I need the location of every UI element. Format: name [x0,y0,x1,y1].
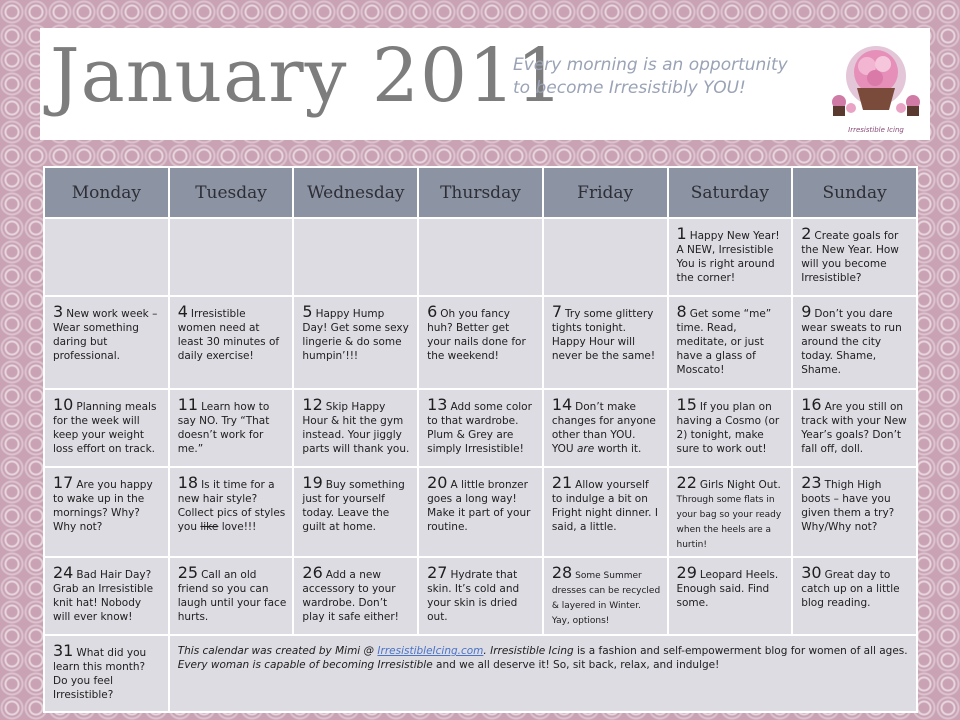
day-number: 19 [302,473,323,492]
weekday-wednesday: Wednesday [293,167,418,218]
day-cell-30 [792,557,917,635]
footer-brand: Irresistible Icing [490,645,574,657]
day-tip-end: worth it. [594,443,642,455]
day-cell-17 [44,467,169,557]
footer-text-2: . [483,645,491,657]
day-tip: Happy New Year! A NEW, Irresistible You is right around the corner! [676,230,780,284]
day-number: 29 [676,563,697,582]
day-number: 28 [551,563,573,582]
day-tip: Buy something just for yourself today. Leave the guilt at home. [302,479,405,533]
cupcake-logo-icon [823,36,929,136]
day-tip: Bad Hair Day? Grab an Irresistible knit hat! Nobody will ever know! [53,569,154,623]
day-cell-4 [169,296,294,389]
day-tip: What did you learn this month? Do you feel Irresistible? [53,647,147,701]
day-tip: Try some glittery tights tonight. Happy Hour will never be the same! [551,308,656,362]
day-tip: Create goals for the New Year. How will you become Irresistible? [801,230,899,284]
day-number: 12 [302,395,323,414]
day-number: 27 [427,563,448,582]
day-tip-heading: Girls Night Out. [699,479,781,491]
day-number: 10 [53,395,74,414]
day-number: 16 [801,395,822,414]
day-number: 9 [801,302,812,321]
day-cell-29 [668,557,793,635]
day-number: 15 [676,395,697,414]
footer-text-3: is a fashion and self-empowerment blog for women of all ages. [573,645,908,657]
day-number: 14 [551,395,573,414]
day-number: 23 [801,473,822,492]
day-tip: Happy Hump Day! Get some sexy lingerie & do some humpin’!!! [302,308,409,362]
day-tip: Hydrate that skin. It’s cold and your skin is dried out. [427,569,520,623]
day-tip: New work week – Wear something daring but professional. [53,308,158,362]
day-number: 7 [551,302,562,321]
day-cell-19 [293,467,418,557]
day-tip: Add some color to that wardrobe. Plum & Grey are simply Irresistible! [427,401,532,455]
day-number: 30 [801,563,822,582]
day-number: 2 [801,224,812,243]
day-cell-6 [418,296,543,389]
page-title: January 2011 [50,33,565,119]
day-tip: Oh you fancy huh? Better get your nails done for the weekend! [427,308,526,362]
day-cell-16 [792,389,917,467]
day-cell-25 [169,557,294,635]
calendar-header [40,28,930,140]
day-tip-strikethrough: like [200,521,219,533]
empty-cell [293,218,418,296]
day-cell-26 [293,557,418,635]
day-number: 3 [53,302,64,321]
day-tip: Leopard Heels. Enough said. Find some. [676,569,779,609]
day-tip: Learn how to say NO. Try “That doesn’t work for me.” [177,401,270,455]
day-number: 20 [427,473,448,492]
footer-text-1: This calendar was created by Mimi @ [177,645,378,657]
footer-text-5: and we all deserve it! So, sit back, relax, and indulge! [432,659,720,671]
weekday-monday: Monday [44,167,169,218]
day-number: 4 [177,302,188,321]
day-tip: Great day to catch up on a little blog reading. [801,569,900,609]
day-number: 8 [676,302,687,321]
day-number: 1 [676,224,687,243]
day-cell-23 [792,467,917,557]
day-cell-5 [293,296,418,389]
day-cell-9 [792,296,917,389]
weekday-sunday: Sunday [792,167,917,218]
day-tip-emphasis: are [576,443,595,455]
week-row-5 [44,557,917,635]
day-cell-3 [44,296,169,389]
day-number: 18 [177,473,199,492]
weekday-tuesday: Tuesday [169,167,294,218]
day-cell-13 [418,389,543,467]
day-number: 17 [53,473,74,492]
week-row-6 [44,635,917,712]
day-cell-31 [44,635,169,712]
footer-text-4: Every woman is capable of becoming Irresistible [177,659,433,671]
day-tip: Call an old friend so you can laugh until your face hurts. [177,569,287,623]
day-tip-end: love!!! [218,521,257,533]
weekday-saturday: Saturday [668,167,793,218]
day-cell-12 [293,389,418,467]
day-tip: Skip Happy Hour & hit the gym instead. Your jiggly parts will thank you. [302,401,410,455]
day-number: 31 [53,641,74,660]
logo [823,36,929,136]
day-cell-21 [543,467,668,557]
day-tip: Through some flats in your bag so your ready when the heels are a hurtin! [676,495,782,550]
calendar-footer-note [169,635,917,712]
day-number: 13 [427,395,448,414]
day-cell-14 [543,389,668,467]
week-row-4 [44,467,917,557]
day-tip: Thigh High boots – have you given them a try? Why/Why not? [801,479,895,533]
day-cell-22 [668,467,793,557]
day-cell-24 [44,557,169,635]
day-cell-7 [543,296,668,389]
day-cell-18 [169,467,294,557]
day-tip: Are you happy to wake up in the mornings? Why? Why not? [53,479,153,533]
blog-link[interactable]: IrresistibleIcing.com [377,645,484,657]
empty-cell [418,218,543,296]
day-number: 11 [177,395,199,414]
day-tip: Is it time for a new hair style? Collect pics of styles you [177,479,286,533]
day-number: 5 [302,302,313,321]
day-tip: Add a new accessory to your wardrobe. Don’t play it safe either! [302,569,399,623]
day-cell-8 [668,296,793,389]
day-cell-15 [668,389,793,467]
empty-cell [44,218,169,296]
week-row-2 [44,296,917,389]
day-tip: Irresistible women need at least 30 minutes of daily exercise! [177,308,280,362]
tagline [513,54,813,100]
weekday-header-row [44,167,917,218]
day-number: 22 [676,473,697,492]
weekday-thursday: Thursday [418,167,543,218]
day-tip: If you plan on having a Cosmo (or 2) tonight, make sure to work out! [676,401,780,455]
day-tip: Allow yourself to indulge a bit on Fright night dinner. I said, a little. [551,479,658,533]
day-cell-20 [418,467,543,557]
day-tip: Get some “me” time. Read, meditate, or just have a glass of Moscato! [676,308,772,376]
tagline-line-2: to become Irresistibly YOU! [513,78,746,98]
day-tip: Are you still on track with your New Year’s goals? Don’t fall off, doll. [801,401,907,455]
day-cell-28 [543,557,668,635]
day-cell-2 [792,218,917,296]
day-cell-27 [418,557,543,635]
tagline-line-1: Every morning is an opportunity [513,55,788,75]
logo-caption: Irresistible Icing [848,126,904,134]
week-row-1 [44,218,917,296]
day-number: 26 [302,563,323,582]
calendar-grid [43,166,918,713]
day-cell-11 [169,389,294,467]
week-row-3 [44,389,917,467]
day-tip: Don’t make changes for anyone other than YOU. YOU [551,401,656,455]
empty-cell [169,218,294,296]
day-number: 24 [53,563,74,582]
day-tip: A little bronzer goes a long way! Make it part of your routine. [427,479,531,533]
day-tip: Don’t you dare wear sweats to run around the city today. Shame, Shame. [801,308,902,376]
day-tip: Some Summer dresses can be recycled & layered in Winter. Yay, options! [551,571,661,626]
empty-cell [543,218,668,296]
day-cell-1 [668,218,793,296]
day-number: 6 [427,302,438,321]
day-tip: Planning meals for the week will keep your weight loss effort on track. [53,401,157,455]
weekday-friday: Friday [543,167,668,218]
day-cell-10 [44,389,169,467]
day-number: 25 [177,563,199,582]
day-number: 21 [551,473,573,492]
